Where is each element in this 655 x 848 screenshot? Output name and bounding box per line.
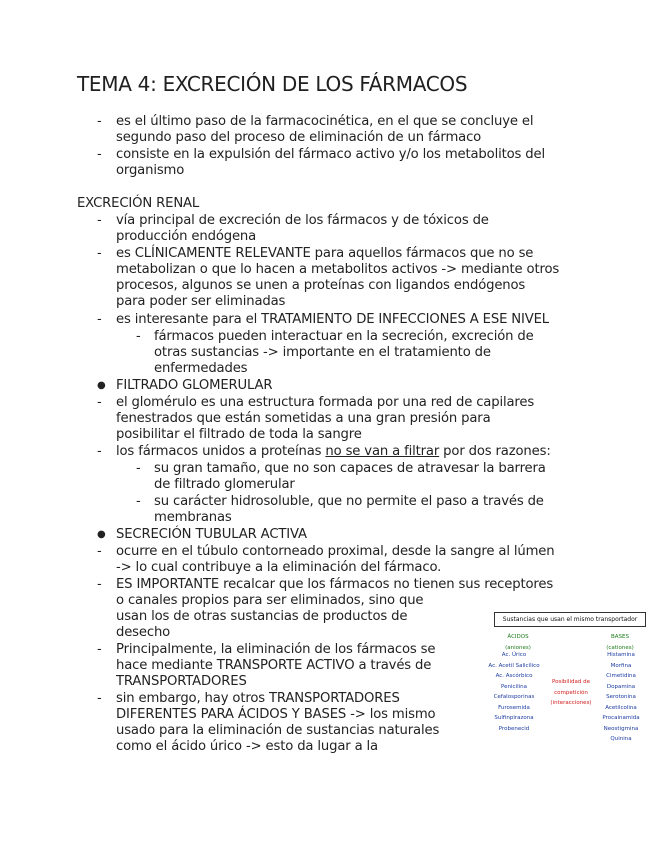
text-line: sin embargo, hay otros TRANSPORTADORES: [116, 691, 400, 706]
text-segment: por dos razones:: [439, 444, 551, 459]
text-line: es el último paso de la farmacocinética, en el que se concluye el: [116, 114, 534, 129]
text-line: ES IMPORTANTE recalcar que los fármacos no tienen sus receptores: [116, 577, 554, 592]
text-line: usan los de otras sustancias de productos de: [116, 609, 408, 624]
acids-label: ÁCIDOS: [507, 634, 529, 640]
list-item: Quinina: [610, 736, 632, 742]
text-line: organismo: [116, 163, 185, 178]
dash-marker: -: [97, 642, 102, 657]
text-line: su gran tamaño, que no son capaces de atravesar la barrera: [154, 461, 546, 476]
dash-marker: -: [97, 312, 102, 327]
text-line: otras sustancias -> importante en el tratamiento de: [154, 345, 491, 360]
text-line: posibilitar el filtrado de toda la sangre: [116, 427, 362, 442]
dash-marker: -: [97, 577, 102, 592]
transporter-diagram: [480, 612, 645, 746]
text-line: membranas: [154, 510, 232, 525]
list-item: Furosemida: [498, 704, 530, 711]
diagram-header: Sustancias que usan el mismo transportador: [494, 612, 646, 627]
text-segment: los fármacos unidos a proteínas: [116, 444, 326, 459]
section-heading: FILTRADO GLOMERULAR: [116, 378, 273, 393]
list-item: Neostigmina: [603, 725, 639, 732]
underlined-text: no se van a filtrar: [325, 444, 440, 459]
list-item: Morfina: [610, 662, 632, 669]
text-line: desecho: [116, 625, 171, 640]
bases-sublabel: (cationes): [606, 644, 634, 651]
dash-marker: -: [97, 147, 102, 162]
competition-line: (interacciones): [550, 700, 592, 706]
list-item: Histamina: [607, 652, 635, 658]
bullet-marker: ●: [97, 529, 106, 540]
dash-marker: -: [97, 395, 102, 410]
list-item: Probenecid: [498, 725, 530, 732]
text-line: [116, 444, 551, 460]
dash-marker: -: [136, 329, 141, 344]
dash-marker: -: [97, 114, 102, 129]
text-line: segundo paso del proceso de eliminación de un fármaco: [116, 130, 482, 145]
text-line: o canales propios para ser eliminados, sino que: [116, 593, 424, 608]
list-item: Ac. Acetil Salicílico: [488, 662, 540, 669]
acids-sublabel: (aniones): [505, 644, 531, 651]
text-line: procesos, algunos se unen a proteínas con ligandos endógenos: [116, 278, 526, 293]
list-item: Sulfinpirazona: [494, 715, 534, 721]
text-line: de filtrado glomerular: [154, 477, 295, 492]
list-item: Penicilina: [501, 683, 527, 690]
text-line: ocurre en el túbulo contorneado proximal, desde la sangre al lúmen: [116, 544, 555, 559]
section-heading: SECRECIÓN TUBULAR ACTIVA: [116, 527, 307, 542]
text-line: hace mediante TRANSPORTE ACTIVO a través de: [116, 658, 432, 673]
text-line: para poder ser eliminadas: [116, 294, 286, 309]
list-item: Ac. Úrico: [501, 652, 527, 658]
bases-list: [597, 650, 645, 745]
list-item: Procainamida: [602, 715, 640, 721]
competition-note: [542, 677, 600, 709]
text-line: es interesante para el TRATAMIENTO DE INFECCIONES A ESE NIVEL: [116, 312, 549, 327]
section-heading: EXCRECIÓN RENAL: [77, 196, 200, 211]
list-item: Serotonina: [606, 694, 636, 700]
text-line: como el ácido úrico -> esto da lugar a la: [116, 739, 378, 754]
text-line: su carácter hidrosoluble, que no permite el paso a través de: [154, 494, 544, 509]
text-line: DIFERENTES PARA ÁCIDOS Y BASES -> los mismo: [116, 707, 436, 722]
text-line: consiste en la expulsión del fármaco activo y/o los metabolitos del: [116, 147, 545, 162]
text-line: el glomérulo es una estructura formada por una red de capilares: [116, 395, 535, 410]
dash-marker: -: [97, 213, 102, 228]
dash-marker: -: [136, 494, 141, 509]
text-line: producción endógena: [116, 229, 257, 244]
text-line: fármacos pueden interactuar en la secreción, excreción de: [154, 329, 534, 344]
text-line: vía principal de excreción de los fármacos y de tóxicos de: [116, 213, 489, 228]
dash-marker: -: [136, 461, 141, 476]
page-title: TEMA 4: EXCRECIÓN DE LOS FÁRMACOS: [77, 72, 468, 96]
competition-line: Posibilidad de: [552, 679, 590, 685]
acids-list: [480, 650, 548, 734]
list-item: Cefalosporinas: [493, 694, 535, 700]
text-line: enfermedades: [154, 361, 248, 376]
text-line: fenestrados que están sometidas a una gran presión para: [116, 411, 491, 426]
dash-marker: -: [97, 691, 102, 706]
dash-marker: -: [97, 544, 102, 559]
bases-label: BASES: [611, 634, 629, 640]
text-line: -> lo cual contribuye a la eliminación del fármaco.: [116, 560, 442, 575]
list-item: Ac. Ascórbico: [495, 673, 533, 679]
text-line: metabolizan o que lo hacen a metabolitos activos -> mediante otros: [116, 262, 560, 277]
bullet-marker: ●: [97, 380, 106, 391]
text-line: TRANSPORTADORES: [116, 674, 247, 689]
text-line: usado para la eliminación de sustancias naturales: [116, 723, 440, 738]
list-item: Cimetidina: [606, 673, 636, 679]
list-item: Acetilcolina: [605, 704, 637, 711]
dash-marker: -: [97, 444, 102, 459]
text-line: Principalmente, la eliminación de los fármacos se: [116, 642, 436, 657]
dash-marker: -: [97, 246, 102, 261]
text-line: es CLÍNICAMENTE RELEVANTE para aquellos fármacos que no se: [116, 246, 534, 261]
competition-line: competición: [554, 689, 588, 696]
list-item: Dopamina: [606, 683, 636, 690]
